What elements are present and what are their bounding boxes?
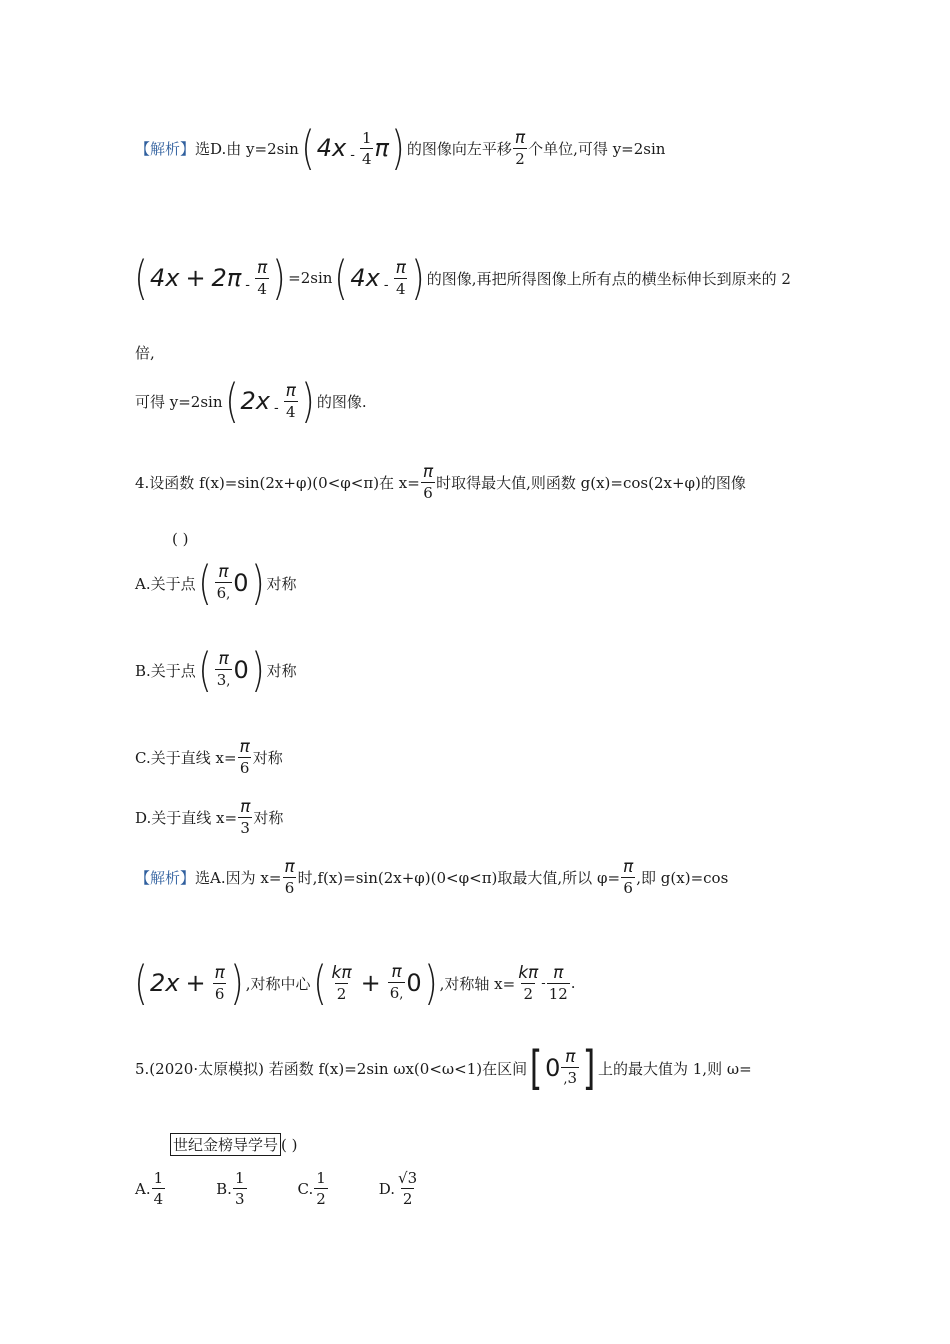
q4-option-b: B.关于点 ( π 3, 0 ) 对称: [135, 643, 297, 697]
q5-option-b: B. 1 3: [216, 1169, 245, 1208]
fraction-pi-2: π 2: [514, 127, 526, 168]
right-paren: ): [391, 121, 405, 175]
left-paren: (: [301, 121, 315, 175]
sol4-line2: ( 2x + $\frac{\pi}{6}$ ) ,对称中心 ( kπ 2 + $\frac{\pi}{6,}$ 0 ) ,对称轴 x= $\frac{k\pi}{2}$ - π 12 .: [134, 956, 576, 1010]
q5-option-d: D. √3 2: [378, 1169, 418, 1208]
sol3-text: 选D.由 y=2sin: [195, 139, 299, 158]
sol3-line2: ( 4x + 2π - π 4 ) =2sin ( 4x - π 4 ) 的图像,再把所得图像上所有点的横坐标伸长到原来的 2: [134, 251, 791, 305]
fraction-pi-4: π 4: [285, 380, 296, 421]
q5-stem: 5.(2020·太原模拟) 若函数 f(x)=2sin ωx(0<ω<1)在区间 [ 0 π ,3 ] 上的最大值为 1,则 ω=: [135, 1041, 752, 1095]
q4-paren: ( ): [172, 530, 189, 548]
q4-option-d: D.关于直线 x= $\frac{\pi}{3}$ 对称: [135, 797, 284, 837]
sol4-line1: 【解析】 选A.因为 x= $\frac{\pi}{6}$ 时,f(x)=sin(2x+φ)(0<φ<π)取最大值,所以 φ= $\frac{\pi}{6}$ ,即 g(x)=cos: [135, 857, 729, 897]
fraction-1-4: 1 4: [361, 128, 372, 168]
q4-option-c: C.关于直线 x= $\frac{\pi}{6}$ 对称: [135, 737, 283, 777]
q4-option-a: A.关于点 ( π 6, 0 ) 对称: [135, 556, 297, 610]
fraction-pi-4: π 4: [256, 257, 268, 298]
fraction-pi-6: $\frac{\pi}{6}$: [422, 462, 434, 502]
q5-tag-line: 世纪金榜导学号 ( ): [170, 1133, 298, 1156]
q4-stem: 4.设函数 f(x)=sin(2x+φ)(0<φ<π)在 x= $\frac{\pi}{6}$ 时取得最大值,则函数 g(x)=cos(2x+φ)的图像: [135, 462, 746, 502]
q5-option-a: A. 1 4: [135, 1169, 164, 1208]
sol3-line1: 【解析】 选D.由 y=2sin ( 4x - 1 4 π ) 的图像向左平移 π 2 个单位,可得 y=2sin: [135, 121, 666, 175]
boxed-label: 世纪金榜导学号: [170, 1133, 281, 1156]
fraction-pi-4: π 4: [395, 257, 406, 298]
sol3-line3: 倍,: [135, 344, 155, 362]
q5-option-c: C. 1 2: [297, 1169, 326, 1208]
analysis-tag: 【解析】: [135, 139, 196, 158]
math-4x: 4x: [316, 134, 347, 162]
sol3-line4: 可得 y=2sin ( 2x - π 4 ) 的图像.: [135, 374, 367, 428]
q5-options: [135, 1168, 420, 1209]
analysis-tag: 【解析】: [135, 869, 196, 887]
